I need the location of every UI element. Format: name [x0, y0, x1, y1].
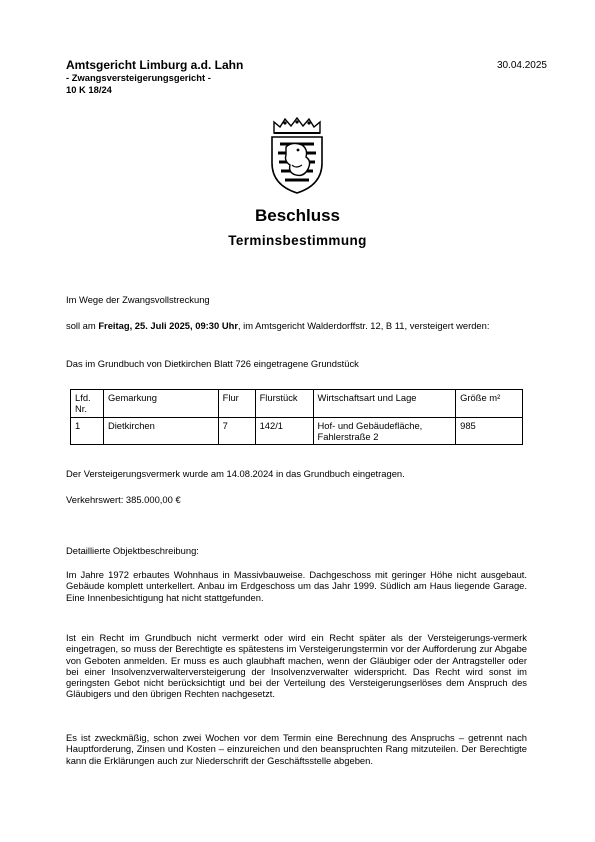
property-table: [70, 389, 523, 445]
description-heading: Detaillierte Objektbeschreibung:: [66, 545, 199, 556]
table-header: Größe m²: [456, 390, 523, 418]
registration-note: Der Versteigerungsvermerk wurde am 14.08.2024 in das Grundbuch eingetragen.: [66, 468, 405, 479]
object-description: Im Jahre 1972 erbautes Wohnhaus in Massivbauweise. Dachgeschoss mit geringer Höhe nicht ausgebaut. Gebäude komplett unterkellert. Anbau im Erdgeschoss um das Jahr 1999. Südlich am Haus liegende Garage. Eine Innenbesichtigung hat nicht stattgefunden.: [66, 569, 527, 603]
court-name: Amtsgericht Limburg a.d. Lahn: [66, 58, 244, 72]
market-value: Verkehrswert: 385.000,00 €: [66, 494, 181, 505]
rights-paragraph: Ist ein Recht im Grundbuch nicht vermerkt oder wird ein Recht später als der Versteigerungs-vermerk eingetragen, so muss der Berechtigte es spätestens im Versteigerungstermin vor der Aufforderung zur Abgabe von Geboten anmelden. Er muss es auch glaubhaft machen, wenn der Gläubiger oder der Antragsteller oder bei einer Insolvenzverwalterversteigerung der Insolvenzverwalter widerspricht. Das Recht wird sonst im geringsten Gebot nicht berücksichtigt und bei der Verteilung des Versteigerungserlöses dem Anspruch des Gläubigers und den übrigen Rechten nachgesetzt.: [66, 632, 527, 700]
hessen-coat-of-arms-icon: [268, 117, 326, 195]
table-header-row: [71, 390, 523, 418]
table-header: Gemarkung: [103, 390, 218, 418]
table-cell: 1: [71, 417, 104, 445]
intro-text: Im Wege der Zwangsvollstreckung: [66, 294, 210, 305]
advice-paragraph: Es ist zweckmäßig, schon zwei Wochen vor dem Termin eine Berechnung des Anspruchs – getrennt nach Hauptforderung, Zinsen und Kosten – einzureichen und den beanspruchten Rang mitzuteilen. Der Berechtigte kann die Erklärungen auch zur Niederschrift der Geschäftsstelle abgeben.: [66, 732, 527, 766]
auction-datetime: Freitag, 25. Juli 2025, 09:30 Uhr: [98, 320, 238, 331]
auction-suffix: , im Amtsgericht Walderdorffstr. 12, B 11, versteigert werden:: [237, 320, 490, 331]
table-header: Wirtschaftsart und Lage: [313, 390, 456, 418]
auction-date-paragraph: [66, 320, 527, 331]
court-department: - Zwangsversteigerungsgericht -: [66, 72, 211, 83]
table-cell: 7: [218, 417, 255, 445]
document-subtitle: Terminsbestimmung: [228, 233, 367, 248]
document-date: 30.04.2025: [496, 60, 547, 71]
table-cell: Hof- und Gebäudefläche, Fahlerstraße 2: [313, 417, 456, 445]
table-header: Flur: [218, 390, 255, 418]
table-header: Lfd. Nr.: [71, 390, 104, 418]
case-number: 10 K 18/24: [66, 84, 112, 95]
table-row: [71, 417, 523, 445]
table-header: Flurstück: [255, 390, 313, 418]
table-cell: 142/1: [255, 417, 313, 445]
property-intro: Das im Grundbuch von Dietkirchen Blatt 726 eingetragene Grundstück: [66, 358, 359, 369]
court-header: [66, 58, 386, 96]
auction-prefix: soll am: [66, 320, 99, 331]
table-cell: 985: [456, 417, 523, 445]
document-title: Beschluss: [254, 206, 341, 225]
table-cell: Dietkirchen: [103, 417, 218, 445]
